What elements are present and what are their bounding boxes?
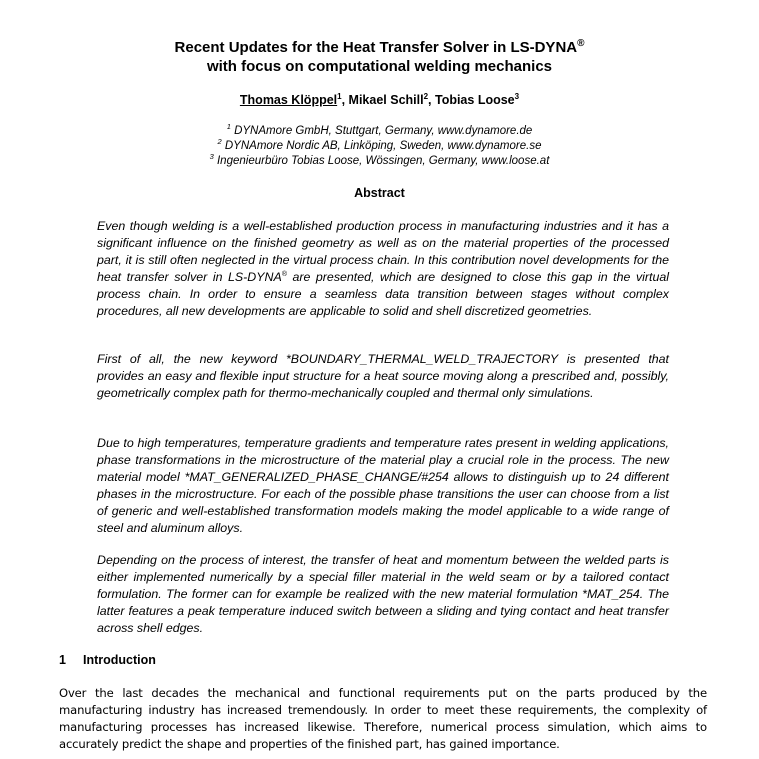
affiliation: $^3$ Ingenieurbüro Tobias Loose, Wössingen, Germany, www.loose.at	[209, 152, 550, 167]
section-title: Introduction	[83, 653, 156, 667]
author-name: Mikael Schill	[348, 93, 424, 107]
affiliation-list	[0, 124, 759, 169]
title-line-2: with focus on computational welding mechanics	[206, 58, 553, 75]
abstract-heading: Abstract	[354, 186, 405, 200]
abstract-paragraph: Due to high temperatures, temperature gradients and temperature rates present in welding applications, phase transformations in the microstructure of the material play a crucial role in the process. The new material model *MAT_GENERALIZED_PHASE_CHANGE/#254 allows to distinguish up to 24 different phases in the microstructure. For each of the possible phase transitions the user can choose from a list of generic and well-established transformation models making the model applicable to a wide range of steel and aluminum alloys.	[97, 436, 669, 535]
paper-title	[0, 38, 759, 76]
title-line-1: Recent Updates for the Heat Transfer Solver in LS-DYNA®	[174, 38, 585, 56]
affiliation: $^2$ DYNAmore Nordic AB, Linköping, Sweden, www.dynamore.se	[217, 137, 542, 152]
author-name: Thomas Klöppel	[239, 93, 338, 107]
abstract-paragraph: Depending on the process of interest, the transfer of heat and momentum between the welded parts is either implemented numerically by a special filler material in the weld seam or by a tailored contact formulation. The former can for example be realized with the new material formulation *MAT_254. The latter features a peak temperature induced switch between a sliding and tying contact and heat transfer across shell edges.	[97, 553, 669, 635]
affiliation: $^1$ DYNAmore GmbH, Stuttgart, Germany, www.dynamore.de	[226, 122, 533, 137]
abstract-paragraph: First of all, the new keyword *BOUNDARY_THERMAL_WELD_TRAJECTORY is presented that provides an easy and flexible input structure for a heat source moving along a prescribed and, possibly, geometrically complex path for thermo-mechanically coupled and thermal only simulations.	[97, 352, 669, 400]
registered-mark: ®	[281, 270, 287, 278]
section-number: 1	[59, 653, 66, 667]
author-affil-ref: 1	[337, 91, 342, 101]
author-list: Thomas Klöppel$^1$, Mikael Schill$^2$, Tobias Loose$^3$	[239, 91, 520, 107]
introduction-paragraph: Over the last decades the mechanical and functional requirements put on the parts produced by the manufacturing industry has increased tremendously. In order to meet these requirements, the complexity of manufacturing processes has increased likewise. Therefore, numerical process simulation, which aims to accurately predict the shape and properties of the finished part, has gained importance.	[59, 686, 707, 751]
abstract-paragraph: Even though welding is a well-established production process in manufacturing industries and it has a significant influence on the finished geometry as well as on the material properties of the processed part, it is still often neglected in the virtual process chain. In this contribution novel developments for the heat transfer solver in LS-DYNA® are presented, which are designed to close this gap in the virtual process chain. In order to ensure a seamless data transition between stages without complex procedures, all new developments are applicable to solid and shell discretized geometries.	[97, 219, 669, 318]
registered-mark: ®	[577, 38, 585, 49]
author-affil-ref: 3	[514, 91, 520, 101]
section-heading-introduction	[59, 652, 156, 668]
author-affil-ref: 2	[423, 91, 429, 101]
author-name: Tobias Loose	[434, 93, 515, 107]
